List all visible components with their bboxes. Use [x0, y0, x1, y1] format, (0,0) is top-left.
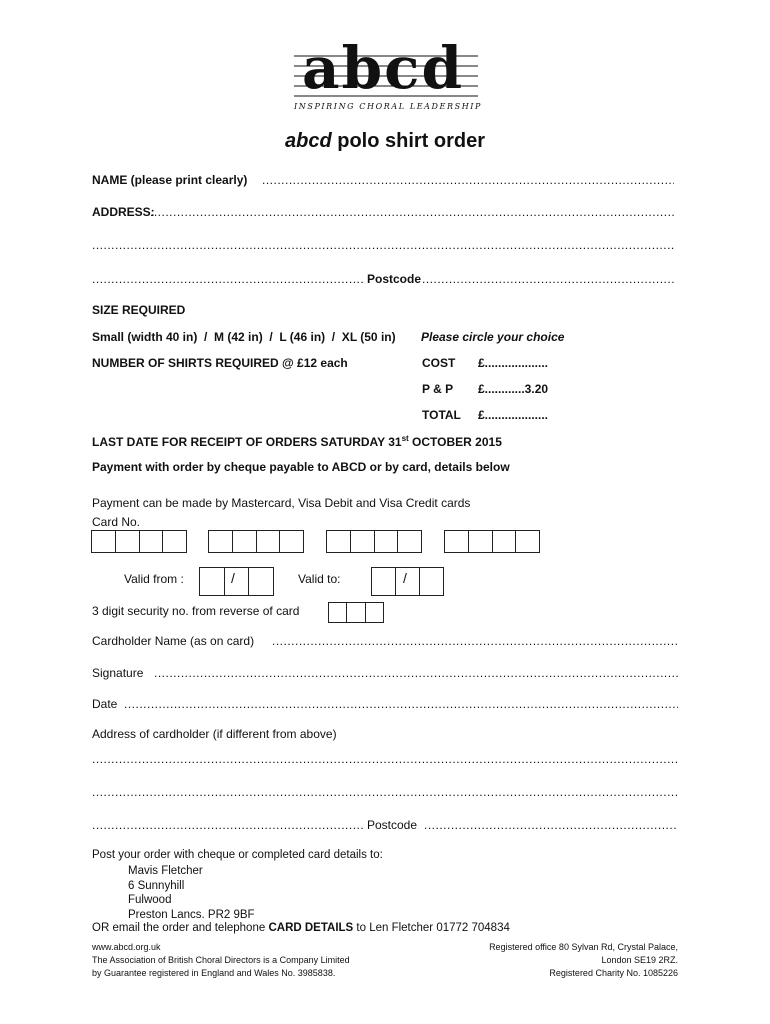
- pp-value: £............3.20: [478, 382, 549, 396]
- cardholder-postcode-field[interactable]: [424, 818, 678, 832]
- pp-label: P & P: [422, 382, 454, 396]
- post-address-line: Mavis Fletcher: [128, 865, 203, 877]
- number-label: NUMBER OF SHIRTS REQUIRED @ £12 each: [92, 356, 348, 370]
- cardholder-address-field-3[interactable]: [92, 818, 364, 832]
- valid-to-slash: /: [403, 570, 407, 586]
- email-pre: OR email the order and telephone: [92, 922, 269, 934]
- footer-company-line: The Association of British Choral Directors is a Company Limited: [92, 955, 350, 965]
- footer-office-line: Registered office 80 Sylvan Rd, Crystal Palace,: [489, 942, 678, 952]
- postcode-label: Postcode: [367, 272, 422, 286]
- size-hint: Please circle your choice: [421, 330, 565, 344]
- logo-tagline: INSPIRING CHORAL LEADERSHIP: [294, 102, 483, 111]
- valid-from-label: Valid from :: [124, 572, 184, 586]
- name-field[interactable]: [262, 173, 674, 187]
- address-label: ADDRESS:: [92, 205, 155, 219]
- size-heading: SIZE REQUIRED: [92, 303, 186, 317]
- email-post: to Len Fletcher 01772 704834: [353, 922, 510, 934]
- post-address-line: Fulwood: [128, 894, 172, 906]
- address-field-3[interactable]: [92, 272, 365, 286]
- post-intro: Post your order with cheque or completed card details to:: [92, 849, 383, 861]
- card-no-group-4[interactable]: [444, 530, 540, 553]
- logo: [288, 34, 484, 114]
- title-rest: polo shirt order: [331, 130, 486, 152]
- valid-from-box[interactable]: [199, 567, 274, 596]
- signature-label: Signature: [92, 666, 144, 680]
- footer-office-line: London SE19 2RZ.: [601, 955, 678, 965]
- card-no-group-3[interactable]: [326, 530, 422, 553]
- post-address: [128, 864, 255, 922]
- postcode-field[interactable]: [422, 272, 674, 286]
- date-label: Date: [92, 697, 118, 711]
- valid-from-slash: /: [231, 570, 235, 586]
- last-date: [92, 434, 502, 449]
- logo-wordmark: abcd: [302, 34, 465, 102]
- signature-field[interactable]: [154, 666, 678, 680]
- post-address-line: 6 Sunnyhill: [128, 879, 185, 892]
- cardholder-field[interactable]: [272, 634, 678, 648]
- size-options[interactable]: Small (width 40 in) / M (42 in) / L (46 in) / XL (50 in): [92, 330, 396, 344]
- cost-label: COST: [422, 356, 456, 370]
- name-label: NAME (please print clearly): [92, 173, 248, 187]
- footer-charity-line: Registered Charity No. 1085226: [549, 968, 678, 978]
- address-field-1[interactable]: [150, 205, 674, 219]
- cardholder-postcode-label: Postcode: [367, 818, 418, 832]
- date-field[interactable]: [124, 697, 678, 711]
- cardholder-address-field-1[interactable]: [92, 752, 678, 766]
- last-date-sup: st: [401, 434, 409, 443]
- valid-to-label: Valid to:: [298, 572, 341, 586]
- footer-left: [92, 941, 350, 980]
- address-field-2[interactable]: [92, 238, 674, 252]
- cost-value[interactable]: £...................: [478, 356, 549, 370]
- security-box[interactable]: [328, 602, 384, 623]
- last-date-pre: LAST DATE FOR RECEIPT OF ORDERS SATURDAY 31: [92, 435, 402, 449]
- card-no-group-2[interactable]: [208, 530, 304, 553]
- last-date-post: OCTOBER 2015: [408, 435, 502, 449]
- total-value[interactable]: £...................: [478, 408, 549, 422]
- total-label: TOTAL: [422, 408, 461, 422]
- cardholder-label: Cardholder Name (as on card): [92, 634, 255, 648]
- email-instruction: [92, 922, 510, 934]
- card-intro: Payment can be made by Mastercard, Visa Debit and Visa Credit cards: [92, 496, 471, 510]
- cardholder-address-label: Address of cardholder (if different from above): [92, 727, 337, 741]
- card-no-label: Card No.: [92, 515, 141, 529]
- title-italic: abcd: [284, 130, 332, 152]
- footer-right: [489, 941, 678, 980]
- card-no-group-1[interactable]: [91, 530, 187, 553]
- security-label: 3 digit security no. from reverse of card: [92, 604, 300, 618]
- page-title: [0, 130, 770, 153]
- footer-website[interactable]: www.abcd.org.uk: [92, 942, 161, 952]
- email-bold: CARD DETAILS: [268, 922, 354, 934]
- post-address-line: Preston Lancs. PR2 9BF: [128, 908, 255, 921]
- cardholder-address-field-2[interactable]: [92, 785, 678, 799]
- valid-to-box[interactable]: [371, 567, 444, 596]
- payment-note: Payment with order by cheque payable to ABCD or by card, details below: [92, 460, 510, 474]
- footer-company-line: by Guarantee registered in England and Wales No. 3985838.: [92, 968, 336, 978]
